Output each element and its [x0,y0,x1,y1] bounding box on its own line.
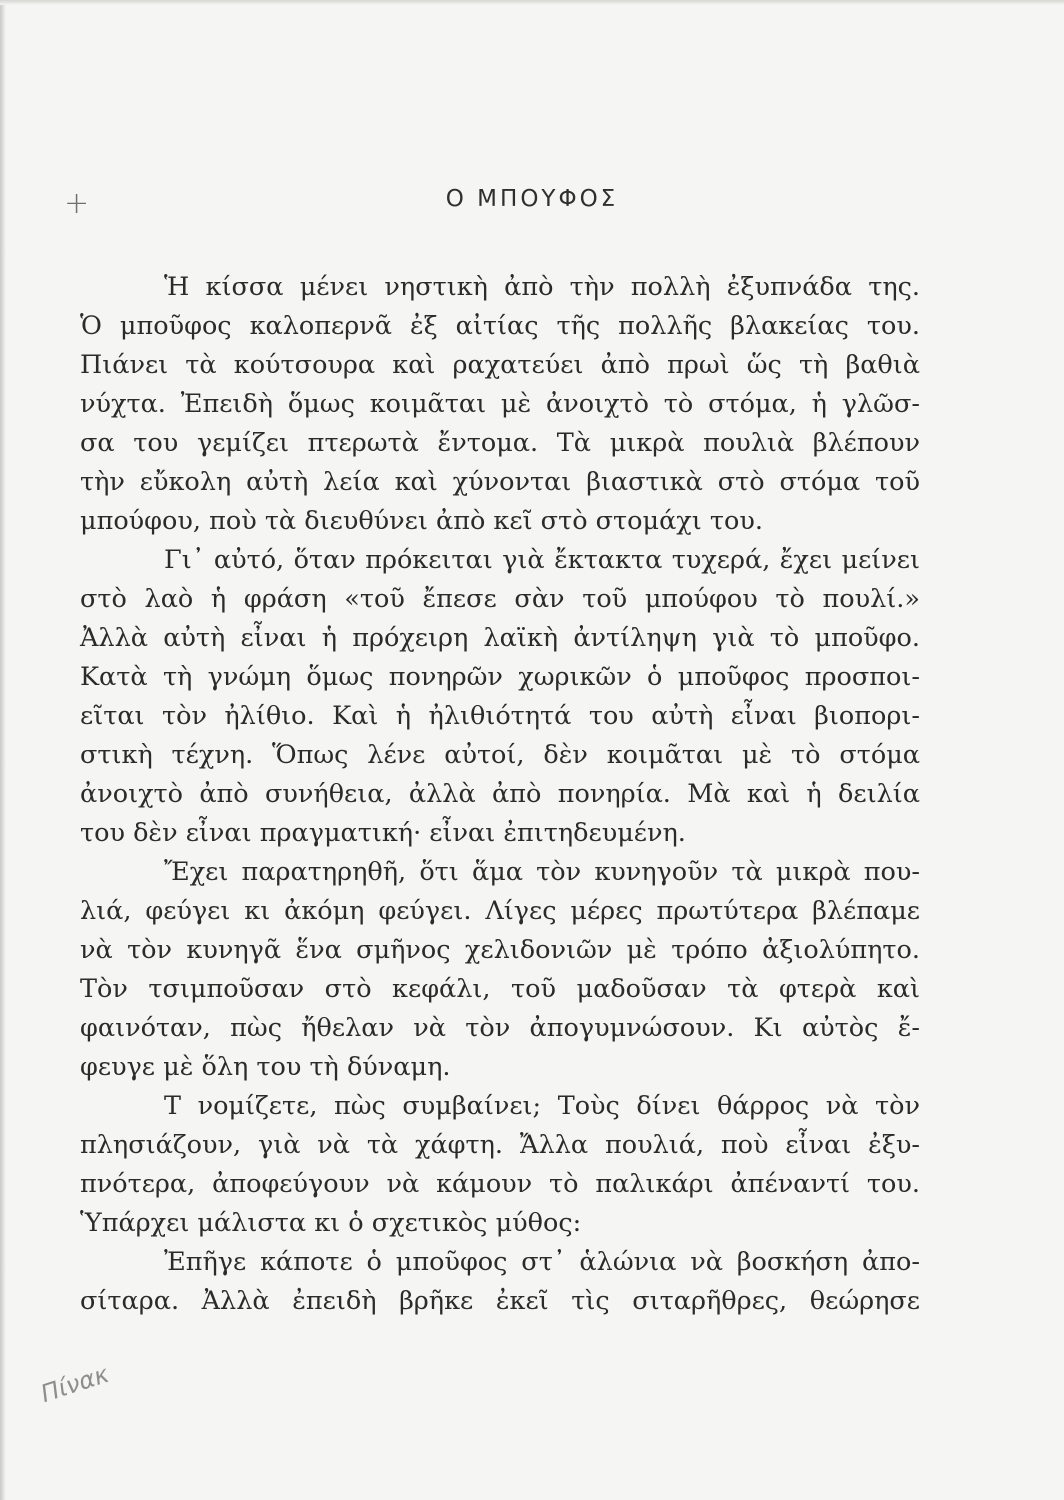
text-line: του δὲν εἶναι πραγματική· εἶναι ἐπιτηδευμένη. [80,818,686,848]
text-line: Ἔχει παρατηρηθῆ, ὅτι ἅμα τὸν κυνηγοῦν τὰ μικρὰ που- [164,857,920,887]
body-text [80,268,920,1321]
page-top-shadow [0,0,1064,5]
text-line: νὰ τὸν κυνηγᾶ ἕνα σμῆνος χελιδονιῶν μὲ τρόπο ἀξιολύπητο. [80,935,920,965]
text-line: Κατὰ τὴ γνώμη ὅμως πονηρῶν χωρικῶν ὁ μποῦφος προσποι- [80,662,920,692]
text-line: πνότερα, ἀποφεύγουν νὰ κάμουν τὸ παλικάρι ἀπέναντί του. [80,1169,920,1199]
text-line: Γι᾽ αὐτό, ὅταν πρόκειται γιὰ ἔκτακτα τυχερά, ἔχει μείνει [164,545,920,575]
text-line: Πιάνει τὰ κούτσουρα καὶ ραχατεύει ἀπὸ πρωὶ ὥς τὴ βαθιὰ [80,350,920,380]
text-line: Ὑπάρχει μάλιστα κι ὁ σχετικὸς μύθος: [80,1208,582,1238]
text-line: σα του γεμίζει πτερωτὰ ἔντομα. Τὰ μικρὰ πουλιὰ βλέπουν [80,428,920,458]
text-line: τὴν εὔκολη αὐτὴ λεία καὶ χύνονται βιαστικὰ στὸ στόμα τοῦ [80,467,920,497]
text-line: σίταρα. Ἀλλὰ ἐπειδὴ βρῆκε ἐκεῖ τὶς σιταρῆθρες, θεώρησε [80,1286,920,1316]
text-line: στικὴ τέχνη. Ὅπως λένε αὐτοί, δὲν κοιμᾶται μὲ τὸ στόμα [80,740,920,770]
text-line: ἀνοιχτὸ ἀπὸ συνήθεια, ἀλλὰ ἀπὸ πονηρία. Μὰ καὶ ἡ δειλία [80,779,920,809]
text-line: Ἡ κίσσα μένει νηστικὴ ἀπὸ τὴν πολλὴ ἐξυπνάδα της. [164,272,920,302]
text-line: στὸ λαὸ ἡ φράση «τοῦ ἔπεσε σὰν τοῦ μπούφου τὸ πουλί.» [80,584,920,614]
text-line: εῖται τὸν ἠλίθιο. Καὶ ἡ ἠλιθιότητά του αὐτὴ εἶναι βιοπορι- [80,701,920,731]
text-line: Τ νομίζετε, πὼς συμβαίνει; Τοὺς δίνει θάρρος νὰ τὸν [164,1091,920,1121]
margin-plus-mark: + [64,186,90,221]
text-line: λιά, φεύγει κι ἀκόμη φεύγει. Λίγες μέρες πρωτύτερα βλέπαμε [80,896,920,926]
text-line: Ἀλλὰ αὐτὴ εἶναι ἡ πρόχειρη λαϊκὴ ἀντίληψη γιὰ τὸ μποῦφο. [80,623,920,653]
text-line: Ἐπῆγε κάποτε ὁ μποῦφος στ᾽ ἁλώνια νὰ βοσκήση ἀπο- [164,1247,920,1277]
text-line: φευγε μὲ ὅλη του τὴ δύναμη. [80,1052,451,1082]
text-line: μπούφου, ποὺ τὰ διευθύνει ἀπὸ κεῖ στὸ στομάχι του. [80,506,763,536]
pencil-annotation: Πίνακ [37,1359,113,1409]
chapter-title: Ο ΜΠΟΥΦΟΣ [445,186,619,212]
text-line: Τὸν τσιμποῦσαν στὸ κεφάλι, τοῦ μαδοῦσαν τὰ φτερὰ καὶ [80,974,920,1004]
text-line: νύχτα. Ἐπειδὴ ὅμως κοιμᾶται μὲ ἀνοιχτὸ τὸ στόμα, ἡ γλῶσ- [80,389,920,419]
text-line: Ὁ μποῦφος καλοπερνᾶ ἐξ αἰτίας τῆς πολλῆς βλακείας του. [80,311,920,341]
text-line: φαινόταν, πὼς ἤθελαν νὰ τὸν ἀπογυμνώσουν. Κι αὐτὸς ἔ- [80,1013,920,1043]
page-left-shadow [0,0,6,1500]
text-line: πλησιάζουν, γιὰ νὰ τὰ χάφτη. Ἄλλα πουλιά, ποὺ εἶναι ἐξυ- [80,1130,920,1160]
